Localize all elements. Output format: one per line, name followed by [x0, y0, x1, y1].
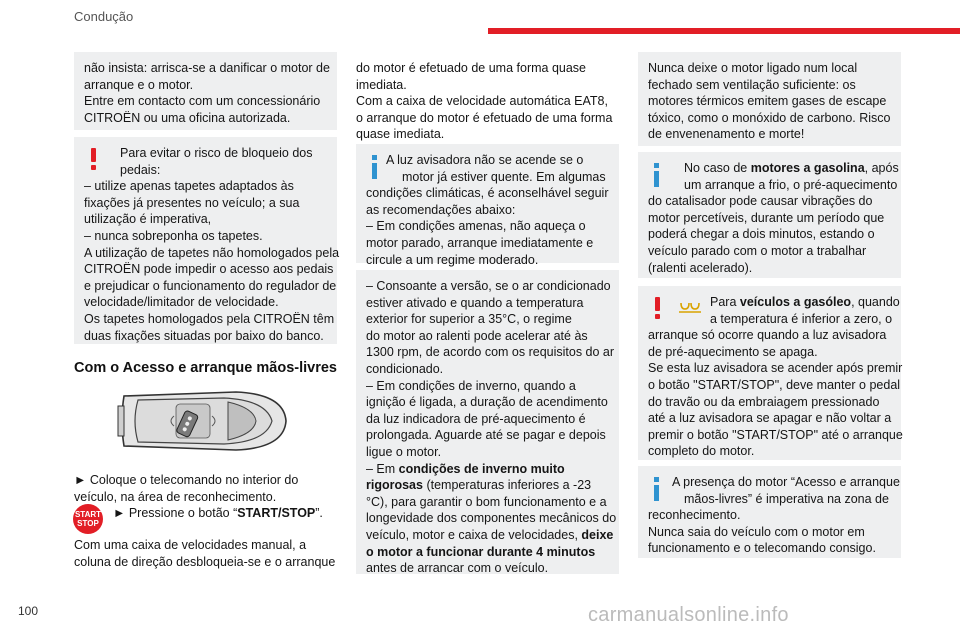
col1-box1-line: Entre em contacto com um concessionário: [84, 94, 321, 109]
col1-box2-line: CITROËN pode impedir o acesso aos pedais: [84, 262, 334, 277]
col1-box2-line: utilização é imperativa,: [84, 212, 212, 227]
col1-step2-bold: START/STOP: [237, 506, 316, 520]
header-title: Condução: [74, 9, 134, 24]
header-red-bar: [488, 28, 960, 34]
col2-rig-rest: (temperaturas inferiores a -23: [422, 478, 592, 493]
col3-box1-line: fechado sem ventilação suficiente: os: [648, 77, 856, 92]
col3-box3-line: premir o botão "START/STOP" até o arranque: [648, 427, 903, 442]
col3-box3-line: completo do motor.: [648, 444, 755, 459]
col3-box2-line: um arranque a frio, o pré-aquecimento: [684, 177, 898, 192]
col3-box1: [638, 52, 901, 146]
col2-box2-line: prolongada. Aguarde até se pagar e depois: [366, 428, 606, 443]
col2-box2-line: [366, 527, 614, 544]
col2-box1-line: as recomendações abaixo:: [366, 202, 516, 217]
col3-box2-line: veículo parado com o motor a trabalhar: [648, 243, 867, 258]
col2-box1-line: – Em condições amenas, não aqueça o: [366, 219, 586, 234]
col2-box2-line: do motor ao ralenti pode acelerar até às: [366, 328, 588, 343]
col2-notes-box: [356, 270, 619, 574]
col2-box2-line: ignição é ligada, a duração de acendimento: [366, 395, 608, 410]
stop-label: STOP: [77, 519, 99, 528]
col2-top-line: quase imediata.: [356, 127, 445, 142]
col3-box3-bold: veículos a gasóleo: [739, 295, 852, 309]
col1-step2-prefix: ► Pressione o botão “: [113, 506, 238, 520]
start-label: START: [74, 510, 102, 519]
col2-top-line: o arranque do motor é efetuado de uma forma: [356, 110, 613, 125]
col3-info-box-handsfree: [638, 466, 901, 558]
col2-box1-line: A luz avisadora não se acende se o: [386, 153, 584, 167]
warning-icon: [90, 148, 96, 170]
col3-box3-line: até a luz avisadora se apagar e não voltar a: [648, 411, 892, 426]
col3-box1-line: tóxico, como o monóxido de carbono. Risco: [648, 110, 891, 125]
col2-em-bold: condições de inverno muito: [398, 461, 565, 476]
col3-box2-suffix: , após: [864, 161, 899, 175]
col3-box3-line: arranque só ocorre quando a luz avisadora: [648, 328, 887, 343]
col3-box2-prefix: No caso de: [684, 161, 751, 175]
col2-info-box: [356, 144, 619, 267]
col1-step2-suffix: ”.: [315, 506, 323, 520]
col1-box2-line: velocidade/limitador de velocidade.: [84, 295, 279, 310]
col3-box3-line: de pré-aquecimento se apaga.: [648, 344, 818, 359]
watermark: carmanualsonline.info: [588, 604, 789, 626]
preheating-glow-plug-icon: [678, 299, 702, 315]
col3-box2-bold: motores a gasolina: [750, 161, 865, 175]
col3-box1-line: de envenenamento e morte!: [648, 127, 805, 142]
col2-box2-line: 1300 rpm, de acordo com os requisitos do ar: [366, 345, 615, 360]
col1-box2-line: Os tapetes homologados pela CITROËN têm: [84, 311, 335, 326]
col3-box1-line: motores térmicos emitem gases de escape: [648, 94, 887, 109]
col3-box3-line: Se esta luz avisadora se acender após premir: [648, 361, 903, 376]
col2-box2-line: exterior for superior a 35°C, o regime: [366, 312, 572, 327]
col1-box2-line: duas fixações situadas por baixo do banco.: [84, 328, 324, 343]
col3-box1-line: Nunca deixe o motor ligado num local: [648, 61, 858, 75]
col2-box1-line: motor parado, arranque imediatamente e: [366, 235, 594, 250]
info-icon: [654, 477, 660, 501]
col1-tail-line: coluna de direção desbloqueia-se e o arranque: [74, 554, 336, 569]
col2-box1-line: motor já estiver quente. Em algumas: [402, 169, 606, 184]
col2-em-prefix: – Em: [366, 461, 399, 476]
col3-box2-line: do catalisador pode causar vibrações do: [648, 194, 873, 209]
col1-box2-line: Para evitar o risco de bloqueio dos: [120, 146, 313, 160]
col3-box3-line: a temperatura é inferior a zero, o: [710, 311, 893, 326]
section-heading: Com o Acesso e arranque mãos-livres: [74, 360, 337, 376]
start-stop-button-icon: [73, 504, 103, 534]
col2-box2-line: antes de arrancar com o veículo.: [366, 561, 549, 576]
col1-step1-line: veículo, na área de reconhecimento.: [74, 489, 277, 504]
col1-box1-line: não insista: arrisca-se a danificar o motor de: [84, 61, 330, 75]
col3-box4-line: A presença do motor “Acesso e arranque: [672, 475, 900, 489]
col3-box2-line: (ralenti acelerado).: [648, 260, 753, 275]
col3-box3-line: do travão ou da embraiagem pressionado: [648, 394, 880, 409]
col2-top-text: [356, 60, 612, 143]
col2-rig-bold: rigorosas: [366, 478, 423, 493]
col2-top-line: Com a caixa de velocidade automática EAT8,: [356, 94, 608, 109]
col1-step1-line: ► Coloque o telecomando no interior do: [74, 473, 299, 487]
col2-box1-line: condições climáticas, é aconselhável seguir: [366, 186, 609, 201]
col2-veh-bold: deixe: [581, 527, 614, 542]
col3-box2-line: motor percetíveis, durante um período que: [648, 210, 885, 225]
col2-box2-line: condicionado.: [366, 361, 444, 376]
info-icon: [372, 155, 378, 179]
col3-box4-line: mãos-livres” é imperativa na zona de: [684, 491, 889, 506]
col2-box2-line: [366, 461, 609, 478]
col3-box4-line: reconhecimento.: [648, 508, 741, 523]
col2-box2-line: [366, 477, 609, 494]
col1-box2-line: e prejudicar o funcionamento do regulador de: [84, 278, 337, 293]
col2-box1-line: circule a um regime moderado.: [366, 252, 539, 267]
col2-veh-prefix: veículo, motor e caixa de velocidades,: [366, 527, 582, 542]
col1-box1: [74, 52, 337, 130]
col1-step1: [74, 472, 298, 505]
col3-box3-suffix: , quando: [851, 295, 900, 309]
col3-box2-line: poderá chegar a dois minutos, estando o: [648, 227, 875, 242]
col3-box4-line: funcionamento e o telecomando consigo.: [648, 541, 876, 556]
col2-motor-bold: o motor a funcionar durante 4 minutos: [366, 544, 596, 559]
col2-top-line: do motor é efetuado de uma forma quase: [356, 61, 587, 75]
col2-box2-line: da luz indicadora de pré-aquecimento é: [366, 411, 586, 426]
col2-top-line: imediata.: [356, 77, 407, 92]
col2-box2-line: [366, 544, 609, 561]
col1-step2: [113, 505, 323, 522]
col3-box3-line: o botão "START/STOP", deve manter o pedal: [648, 377, 901, 392]
col1-warning-box: [74, 137, 340, 344]
col3-info-box-petrol: [638, 152, 901, 278]
col2-box2-line: – Em condições de inverno, quando a: [366, 378, 576, 393]
col1-box1-line: CITROËN ou uma oficina autorizada.: [84, 110, 291, 125]
col1-box2-line: – nunca sobreponha os tapetes.: [84, 228, 263, 243]
warning-icon: [654, 297, 660, 319]
col1-box2-line: pedais:: [120, 162, 161, 177]
col3-box4-line: Nunca saia do veículo com o motor em: [648, 524, 865, 539]
col1-tail-line: Com uma caixa de velocidades manual, a: [74, 538, 307, 552]
col3-box2-line: [648, 160, 899, 177]
col2-box2-line: – Consoante a versão, se o ar condicionado: [366, 279, 611, 293]
col3-box3-prefix: Para: [710, 295, 740, 309]
col1-box2-line: A utilização de tapetes não homologados pela: [84, 245, 340, 260]
info-icon: [654, 163, 660, 187]
col1-box2-line: – utilize apenas tapetes adaptados às: [84, 179, 294, 194]
col2-box2-line: estiver ativado e quando a temperatura: [366, 295, 584, 310]
col2-box2-line: ligue o motor.: [366, 444, 442, 459]
col1-tail: [74, 537, 335, 570]
col1-box1-line: arranque e o motor.: [84, 77, 194, 92]
col2-box2-line: °C), para garantir o bom funcionamento e a: [366, 494, 607, 509]
col1-box2-line: fixações já presentes no veículo; a sua: [84, 195, 300, 210]
page-number: 100: [18, 604, 39, 618]
car-top-view-illustration: [116, 386, 290, 456]
col2-box2-line: longevidade dos componentes mecânicos do: [366, 511, 617, 526]
